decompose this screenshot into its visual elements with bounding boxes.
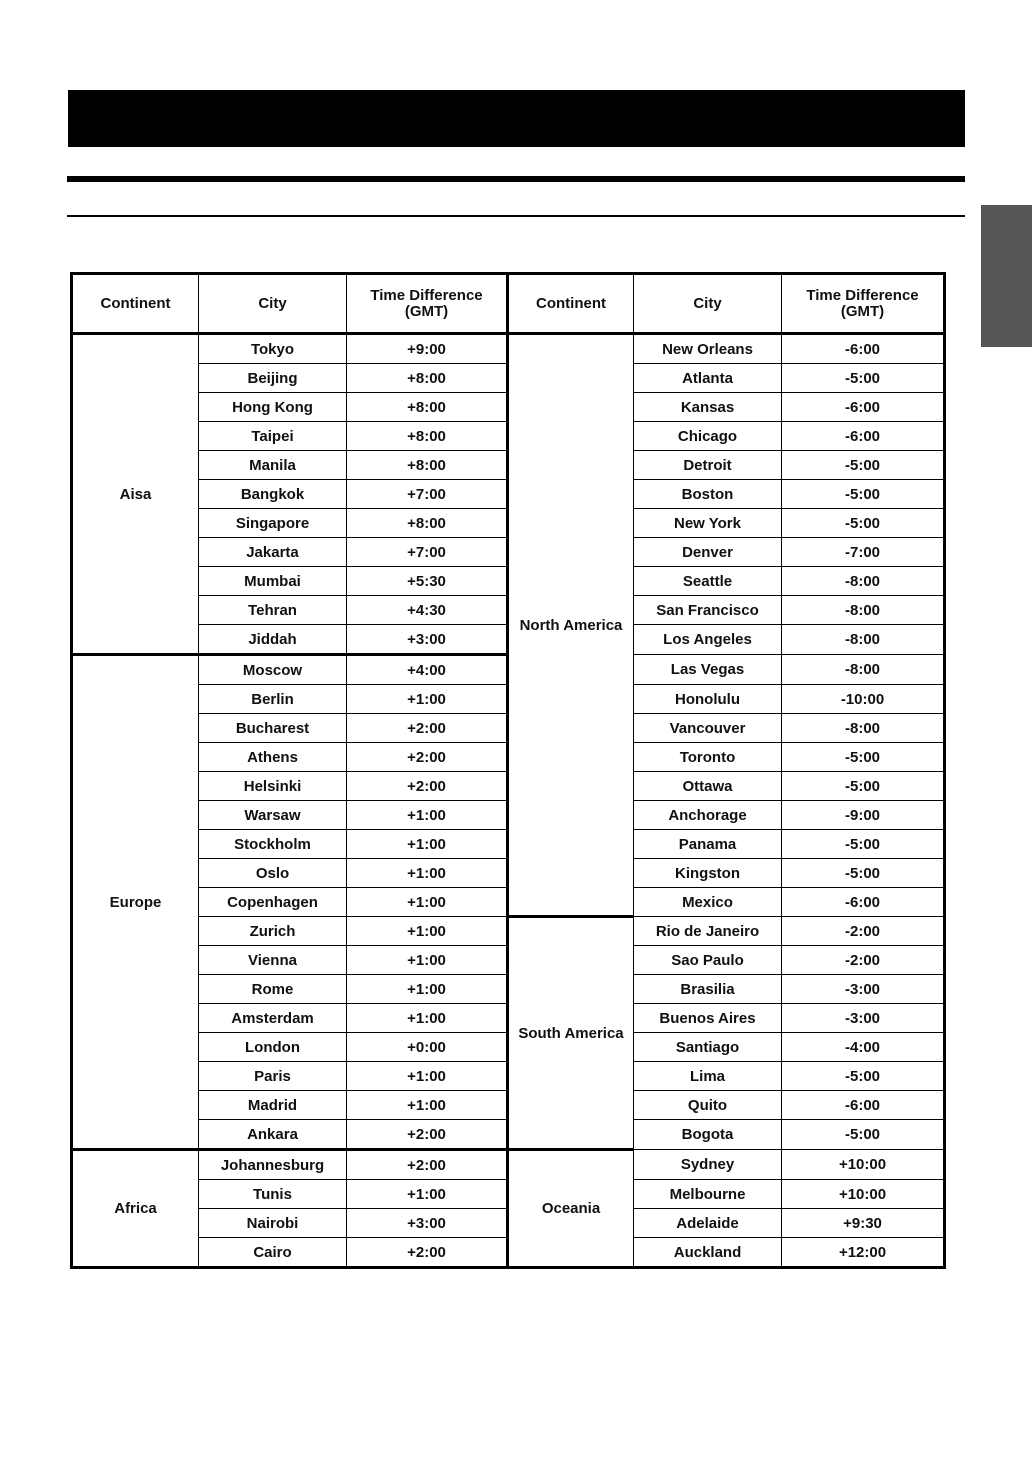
city-cell: Athens xyxy=(199,743,347,772)
continent-oceania: Oceania xyxy=(508,1150,634,1268)
time-diff-cell: +1:00 xyxy=(347,946,508,975)
city-cell: Ankara xyxy=(199,1120,347,1150)
header-time-difference-right xyxy=(782,274,945,334)
city-cell: New York xyxy=(634,509,782,538)
city-cell: Melbourne xyxy=(634,1180,782,1209)
time-diff-cell: -5:00 xyxy=(782,480,945,509)
continent-europe: Europe xyxy=(72,655,199,1150)
time-diff-cell: +7:00 xyxy=(347,480,508,509)
time-diff-cell: -3:00 xyxy=(782,975,945,1004)
city-cell: Vienna xyxy=(199,946,347,975)
time-diff-cell: -6:00 xyxy=(782,393,945,422)
time-diff-cell: -7:00 xyxy=(782,538,945,567)
time-diff-cell: -8:00 xyxy=(782,567,945,596)
city-cell: Tunis xyxy=(199,1180,347,1209)
header-continent-right: Continent xyxy=(508,274,634,334)
city-cell: Bangkok xyxy=(199,480,347,509)
time-diff-cell: -2:00 xyxy=(782,946,945,975)
city-cell: Copenhagen xyxy=(199,888,347,917)
time-diff-cell: +12:00 xyxy=(782,1238,945,1268)
time-diff-cell: +5:30 xyxy=(347,567,508,596)
city-cell: Detroit xyxy=(634,451,782,480)
city-cell: Zurich xyxy=(199,917,347,946)
city-cell: Anchorage xyxy=(634,801,782,830)
thick-rule xyxy=(67,176,965,182)
city-cell: Paris xyxy=(199,1062,347,1091)
city-cell: London xyxy=(199,1033,347,1062)
city-cell: Sao Paulo xyxy=(634,946,782,975)
time-diff-cell: -6:00 xyxy=(782,422,945,451)
city-cell: Hong Kong xyxy=(199,393,347,422)
city-cell: San Francisco xyxy=(634,596,782,625)
header-time-diff-line2-right: (GMT) xyxy=(840,302,885,320)
city-cell: Berlin xyxy=(199,685,347,714)
city-cell: Oslo xyxy=(199,859,347,888)
time-diff-cell: -5:00 xyxy=(782,1062,945,1091)
city-cell: Bogota xyxy=(634,1120,782,1150)
city-cell: Singapore xyxy=(199,509,347,538)
header-row xyxy=(72,274,945,334)
city-cell: Madrid xyxy=(199,1091,347,1120)
city-cell: Johannesburg xyxy=(199,1150,347,1180)
time-diff-cell: +10:00 xyxy=(782,1150,945,1180)
city-cell: Las Vegas xyxy=(634,655,782,685)
time-diff-cell: +2:00 xyxy=(347,1238,508,1268)
city-cell: Panama xyxy=(634,830,782,859)
city-cell: Mumbai xyxy=(199,567,347,596)
time-diff-cell: +9:00 xyxy=(347,334,508,364)
city-cell: Mexico xyxy=(634,888,782,917)
city-cell: Sydney xyxy=(634,1150,782,1180)
time-diff-cell: -8:00 xyxy=(782,655,945,685)
time-diff-cell: -4:00 xyxy=(782,1033,945,1062)
time-diff-cell: +1:00 xyxy=(347,1004,508,1033)
city-cell: Kingston xyxy=(634,859,782,888)
city-cell: Los Angeles xyxy=(634,625,782,655)
time-zone-table xyxy=(70,272,946,1269)
city-cell: Vancouver xyxy=(634,714,782,743)
time-diff-cell: -5:00 xyxy=(782,772,945,801)
city-cell: Nairobi xyxy=(199,1209,347,1238)
time-diff-cell: +7:00 xyxy=(347,538,508,567)
time-diff-cell: +8:00 xyxy=(347,393,508,422)
city-cell: Adelaide xyxy=(634,1209,782,1238)
time-diff-cell: +2:00 xyxy=(347,772,508,801)
header-time-diff-line2: (GMT) xyxy=(404,302,449,320)
continent-asia: Aisa xyxy=(72,334,199,655)
city-cell: Helsinki xyxy=(199,772,347,801)
city-cell: Brasilia xyxy=(634,975,782,1004)
time-diff-cell: -5:00 xyxy=(782,859,945,888)
time-diff-cell: +8:00 xyxy=(347,451,508,480)
time-diff-cell: +1:00 xyxy=(347,1091,508,1120)
time-diff-cell: -6:00 xyxy=(782,1091,945,1120)
city-cell: Chicago xyxy=(634,422,782,451)
title-bar xyxy=(68,90,965,147)
city-cell: Tehran xyxy=(199,596,347,625)
city-cell: Stockholm xyxy=(199,830,347,859)
header-time-diff-line1: Time Difference xyxy=(370,286,483,304)
time-diff-cell: +2:00 xyxy=(347,1120,508,1150)
time-diff-cell: -10:00 xyxy=(782,685,945,714)
table-row xyxy=(72,334,945,364)
table-body xyxy=(72,334,945,1268)
city-cell: Cairo xyxy=(199,1238,347,1268)
city-cell: Toronto xyxy=(634,743,782,772)
city-cell: Jakarta xyxy=(199,538,347,567)
time-diff-cell: +0:00 xyxy=(347,1033,508,1062)
time-diff-cell: +1:00 xyxy=(347,830,508,859)
city-cell: Quito xyxy=(634,1091,782,1120)
time-diff-cell: +8:00 xyxy=(347,509,508,538)
time-diff-cell: -5:00 xyxy=(782,509,945,538)
time-diff-cell: +8:00 xyxy=(347,364,508,393)
time-diff-cell: +4:00 xyxy=(347,655,508,685)
time-diff-cell: -2:00 xyxy=(782,917,945,946)
city-cell: Denver xyxy=(634,538,782,567)
city-cell: Amsterdam xyxy=(199,1004,347,1033)
city-cell: Moscow xyxy=(199,655,347,685)
header-continent: Continent xyxy=(72,274,199,334)
time-diff-cell: +2:00 xyxy=(347,1150,508,1180)
city-cell: Bucharest xyxy=(199,714,347,743)
continent-south-america: South America xyxy=(508,917,634,1150)
table-row xyxy=(72,917,945,946)
time-diff-cell: +1:00 xyxy=(347,975,508,1004)
header-city: City xyxy=(199,274,347,334)
time-diff-cell: +1:00 xyxy=(347,859,508,888)
city-cell: Beijing xyxy=(199,364,347,393)
time-diff-cell: +8:00 xyxy=(347,422,508,451)
city-cell: Atlanta xyxy=(634,364,782,393)
time-diff-cell: -5:00 xyxy=(782,743,945,772)
header-city-right: City xyxy=(634,274,782,334)
time-diff-cell: +3:00 xyxy=(347,625,508,655)
time-diff-cell: +1:00 xyxy=(347,888,508,917)
time-diff-cell: -8:00 xyxy=(782,714,945,743)
time-diff-cell: +1:00 xyxy=(347,685,508,714)
time-diff-cell: +10:00 xyxy=(782,1180,945,1209)
city-cell: Auckland xyxy=(634,1238,782,1268)
city-cell: Rome xyxy=(199,975,347,1004)
city-cell: Manila xyxy=(199,451,347,480)
time-diff-cell: -3:00 xyxy=(782,1004,945,1033)
time-diff-cell: +2:00 xyxy=(347,714,508,743)
time-diff-cell: -5:00 xyxy=(782,364,945,393)
city-cell: Taipei xyxy=(199,422,347,451)
time-diff-cell: +1:00 xyxy=(347,1180,508,1209)
city-cell: Jiddah xyxy=(199,625,347,655)
city-cell: Rio de Janeiro xyxy=(634,917,782,946)
time-diff-cell: -8:00 xyxy=(782,625,945,655)
header-time-difference xyxy=(347,274,508,334)
city-cell: Buenos Aires xyxy=(634,1004,782,1033)
time-diff-cell: -6:00 xyxy=(782,888,945,917)
time-diff-cell: +4:30 xyxy=(347,596,508,625)
city-cell: Seattle xyxy=(634,567,782,596)
time-diff-cell: -5:00 xyxy=(782,451,945,480)
time-diff-cell: +1:00 xyxy=(347,917,508,946)
city-cell: Santiago xyxy=(634,1033,782,1062)
city-cell: Warsaw xyxy=(199,801,347,830)
city-cell: New Orleans xyxy=(634,334,782,364)
city-cell: Ottawa xyxy=(634,772,782,801)
time-diff-cell: +2:00 xyxy=(347,743,508,772)
time-diff-cell: -9:00 xyxy=(782,801,945,830)
side-tab xyxy=(981,205,1032,347)
city-cell: Honolulu xyxy=(634,685,782,714)
continent-africa: Africa xyxy=(72,1150,199,1268)
header-time-diff-line1-right: Time Difference xyxy=(806,286,919,304)
continent-north-america: North America xyxy=(508,334,634,917)
table-row xyxy=(72,1150,945,1180)
city-cell: Kansas xyxy=(634,393,782,422)
city-cell: Lima xyxy=(634,1062,782,1091)
time-diff-cell: -6:00 xyxy=(782,334,945,364)
time-diff-cell: +3:00 xyxy=(347,1209,508,1238)
thin-rule xyxy=(67,215,965,217)
time-diff-cell: +9:30 xyxy=(782,1209,945,1238)
city-cell: Boston xyxy=(634,480,782,509)
time-diff-cell: -5:00 xyxy=(782,830,945,859)
city-cell: Tokyo xyxy=(199,334,347,364)
time-diff-cell: +1:00 xyxy=(347,1062,508,1091)
time-diff-cell: +1:00 xyxy=(347,801,508,830)
time-diff-cell: -8:00 xyxy=(782,596,945,625)
time-diff-cell: -5:00 xyxy=(782,1120,945,1150)
